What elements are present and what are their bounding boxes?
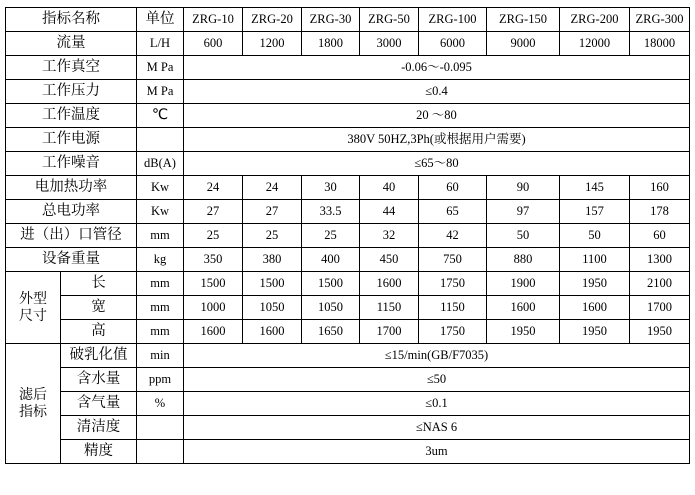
unit-cell [137, 128, 184, 152]
value-cell: 1900 [487, 272, 560, 296]
value-cell: 24 [184, 176, 243, 200]
row-power-supply [6, 128, 690, 152]
row-vacuum [6, 56, 690, 80]
model-header: ZRG-200 [560, 8, 630, 32]
dimensions-group-label: 外型 尺寸 [6, 272, 61, 344]
unit-cell: mm [137, 296, 184, 320]
header-unit: 单位 [137, 8, 184, 32]
value-cell: 1300 [630, 248, 690, 272]
power-supply-label: 工作电源 [6, 128, 137, 152]
unit-cell: mm [137, 272, 184, 296]
unit-cell: M Pa [137, 80, 184, 104]
value-cell: 6000 [419, 32, 487, 56]
value-cell: 25 [302, 224, 360, 248]
model-header: ZRG-150 [487, 8, 560, 32]
unit-cell: M Pa [137, 56, 184, 80]
unit-cell: min [137, 344, 184, 368]
unit-cell: mm [137, 224, 184, 248]
unit-cell: dB(A) [137, 152, 184, 176]
noise-label: 工作噪音 [6, 152, 137, 176]
value-cell: 33.5 [302, 200, 360, 224]
value-cell: 1750 [419, 272, 487, 296]
unit-cell [137, 416, 184, 440]
value-cell: 2100 [630, 272, 690, 296]
model-header: ZRG-300 [630, 8, 690, 32]
value-cell: 20 ～80 [184, 104, 690, 128]
value-cell: 1600 [560, 296, 630, 320]
row-pressure [6, 80, 690, 104]
filter-cleanliness-label: 清洁度 [61, 416, 137, 440]
dim-length-label: 长 [61, 272, 137, 296]
dim-height-label: 高 [61, 320, 137, 344]
row-filter-precision [6, 440, 690, 464]
value-cell: 1050 [302, 296, 360, 320]
value-cell: 1100 [560, 248, 630, 272]
value-cell: 178 [630, 200, 690, 224]
model-header: ZRG-20 [243, 8, 302, 32]
dim-width-label: 宽 [61, 296, 137, 320]
value-cell: 1050 [243, 296, 302, 320]
value-cell: 157 [560, 200, 630, 224]
value-cell: 42 [419, 224, 487, 248]
unit-cell: ppm [137, 368, 184, 392]
value-cell: 27 [243, 200, 302, 224]
row-dim-length [6, 272, 690, 296]
value-cell: 97 [487, 200, 560, 224]
unit-cell: Kw [137, 200, 184, 224]
pipe-diameter-label: 进（出）口管径 [6, 224, 137, 248]
value-cell: 350 [184, 248, 243, 272]
value-cell: 3000 [360, 32, 419, 56]
row-noise [6, 152, 690, 176]
header-label: 指标名称 [6, 8, 137, 32]
value-cell: 1150 [419, 296, 487, 320]
row-filter-cleanliness [6, 416, 690, 440]
value-cell: 24 [243, 176, 302, 200]
value-cell: 1500 [184, 272, 243, 296]
row-filter-water [6, 368, 690, 392]
temperature-label: 工作温度 [6, 104, 137, 128]
pressure-label: 工作压力 [6, 80, 137, 104]
value-cell: 1700 [630, 296, 690, 320]
value-cell: 400 [302, 248, 360, 272]
spec-table [5, 7, 690, 464]
value-cell: 750 [419, 248, 487, 272]
value-cell: 380V 50HZ,3Ph(或根据用户需要) [184, 128, 690, 152]
unit-cell: mm [137, 320, 184, 344]
value-cell: ≤15/min(GB/F7035) [184, 344, 690, 368]
value-cell: ≤65～80 [184, 152, 690, 176]
filter-demulsification-label: 破乳化值 [61, 344, 137, 368]
unit-cell: Kw [137, 176, 184, 200]
heating-power-label: 电加热功率 [6, 176, 137, 200]
value-cell: 60 [630, 224, 690, 248]
value-cell: 9000 [487, 32, 560, 56]
filtered-group-label: 滤后 指标 [6, 344, 61, 464]
row-total-power [6, 200, 690, 224]
filter-water-label: 含水量 [61, 368, 137, 392]
value-cell: 27 [184, 200, 243, 224]
value-cell: 1950 [487, 320, 560, 344]
value-cell: 60 [419, 176, 487, 200]
value-cell: 25 [243, 224, 302, 248]
value-cell: 160 [630, 176, 690, 200]
value-cell: 30 [302, 176, 360, 200]
value-cell: 380 [243, 248, 302, 272]
vacuum-label: 工作真空 [6, 56, 137, 80]
row-pipe-diameter [6, 224, 690, 248]
row-filter-demulsification [6, 344, 690, 368]
model-header: ZRG-50 [360, 8, 419, 32]
unit-cell: ℃ [137, 104, 184, 128]
value-cell: 1600 [487, 296, 560, 320]
unit-cell [137, 440, 184, 464]
value-cell: 1000 [184, 296, 243, 320]
value-cell: 1950 [560, 320, 630, 344]
value-cell: 50 [560, 224, 630, 248]
value-cell: -0.06～-0.095 [184, 56, 690, 80]
value-cell: ≤0.1 [184, 392, 690, 416]
value-cell: 3um [184, 440, 690, 464]
filter-gas-label: 含气量 [61, 392, 137, 416]
value-cell: 1600 [243, 320, 302, 344]
value-cell: ≤0.4 [184, 80, 690, 104]
value-cell: 880 [487, 248, 560, 272]
unit-cell: % [137, 392, 184, 416]
total-power-label: 总电功率 [6, 200, 137, 224]
value-cell: 1950 [560, 272, 630, 296]
value-cell: 44 [360, 200, 419, 224]
value-cell: 1150 [360, 296, 419, 320]
row-weight [6, 248, 690, 272]
value-cell: 12000 [560, 32, 630, 56]
value-cell: 1750 [419, 320, 487, 344]
value-cell: 65 [419, 200, 487, 224]
value-cell: ≤50 [184, 368, 690, 392]
value-cell: 18000 [630, 32, 690, 56]
unit-cell: L/H [137, 32, 184, 56]
model-header: ZRG-10 [184, 8, 243, 32]
value-cell: 1500 [243, 272, 302, 296]
value-cell: 1800 [302, 32, 360, 56]
value-cell: 450 [360, 248, 419, 272]
spec-table-body [6, 8, 690, 464]
row-dim-width [6, 296, 690, 320]
value-cell: 1500 [302, 272, 360, 296]
weight-label: 设备重量 [6, 248, 137, 272]
value-cell: 32 [360, 224, 419, 248]
value-cell: 50 [487, 224, 560, 248]
row-temperature [6, 104, 690, 128]
flow-label: 流量 [6, 32, 137, 56]
value-cell: 25 [184, 224, 243, 248]
value-cell: 1650 [302, 320, 360, 344]
filter-precision-label: 精度 [61, 440, 137, 464]
unit-cell: kg [137, 248, 184, 272]
row-flow [6, 32, 690, 56]
value-cell: 90 [487, 176, 560, 200]
header-row [6, 8, 690, 32]
value-cell: 1200 [243, 32, 302, 56]
row-dim-height [6, 320, 690, 344]
row-filter-gas [6, 392, 690, 416]
value-cell: ≤NAS 6 [184, 416, 690, 440]
value-cell: 145 [560, 176, 630, 200]
value-cell: 1950 [630, 320, 690, 344]
model-header: ZRG-30 [302, 8, 360, 32]
value-cell: 1600 [184, 320, 243, 344]
value-cell: 1700 [360, 320, 419, 344]
value-cell: 40 [360, 176, 419, 200]
value-cell: 1600 [360, 272, 419, 296]
row-heating-power [6, 176, 690, 200]
value-cell: 600 [184, 32, 243, 56]
model-header: ZRG-100 [419, 8, 487, 32]
